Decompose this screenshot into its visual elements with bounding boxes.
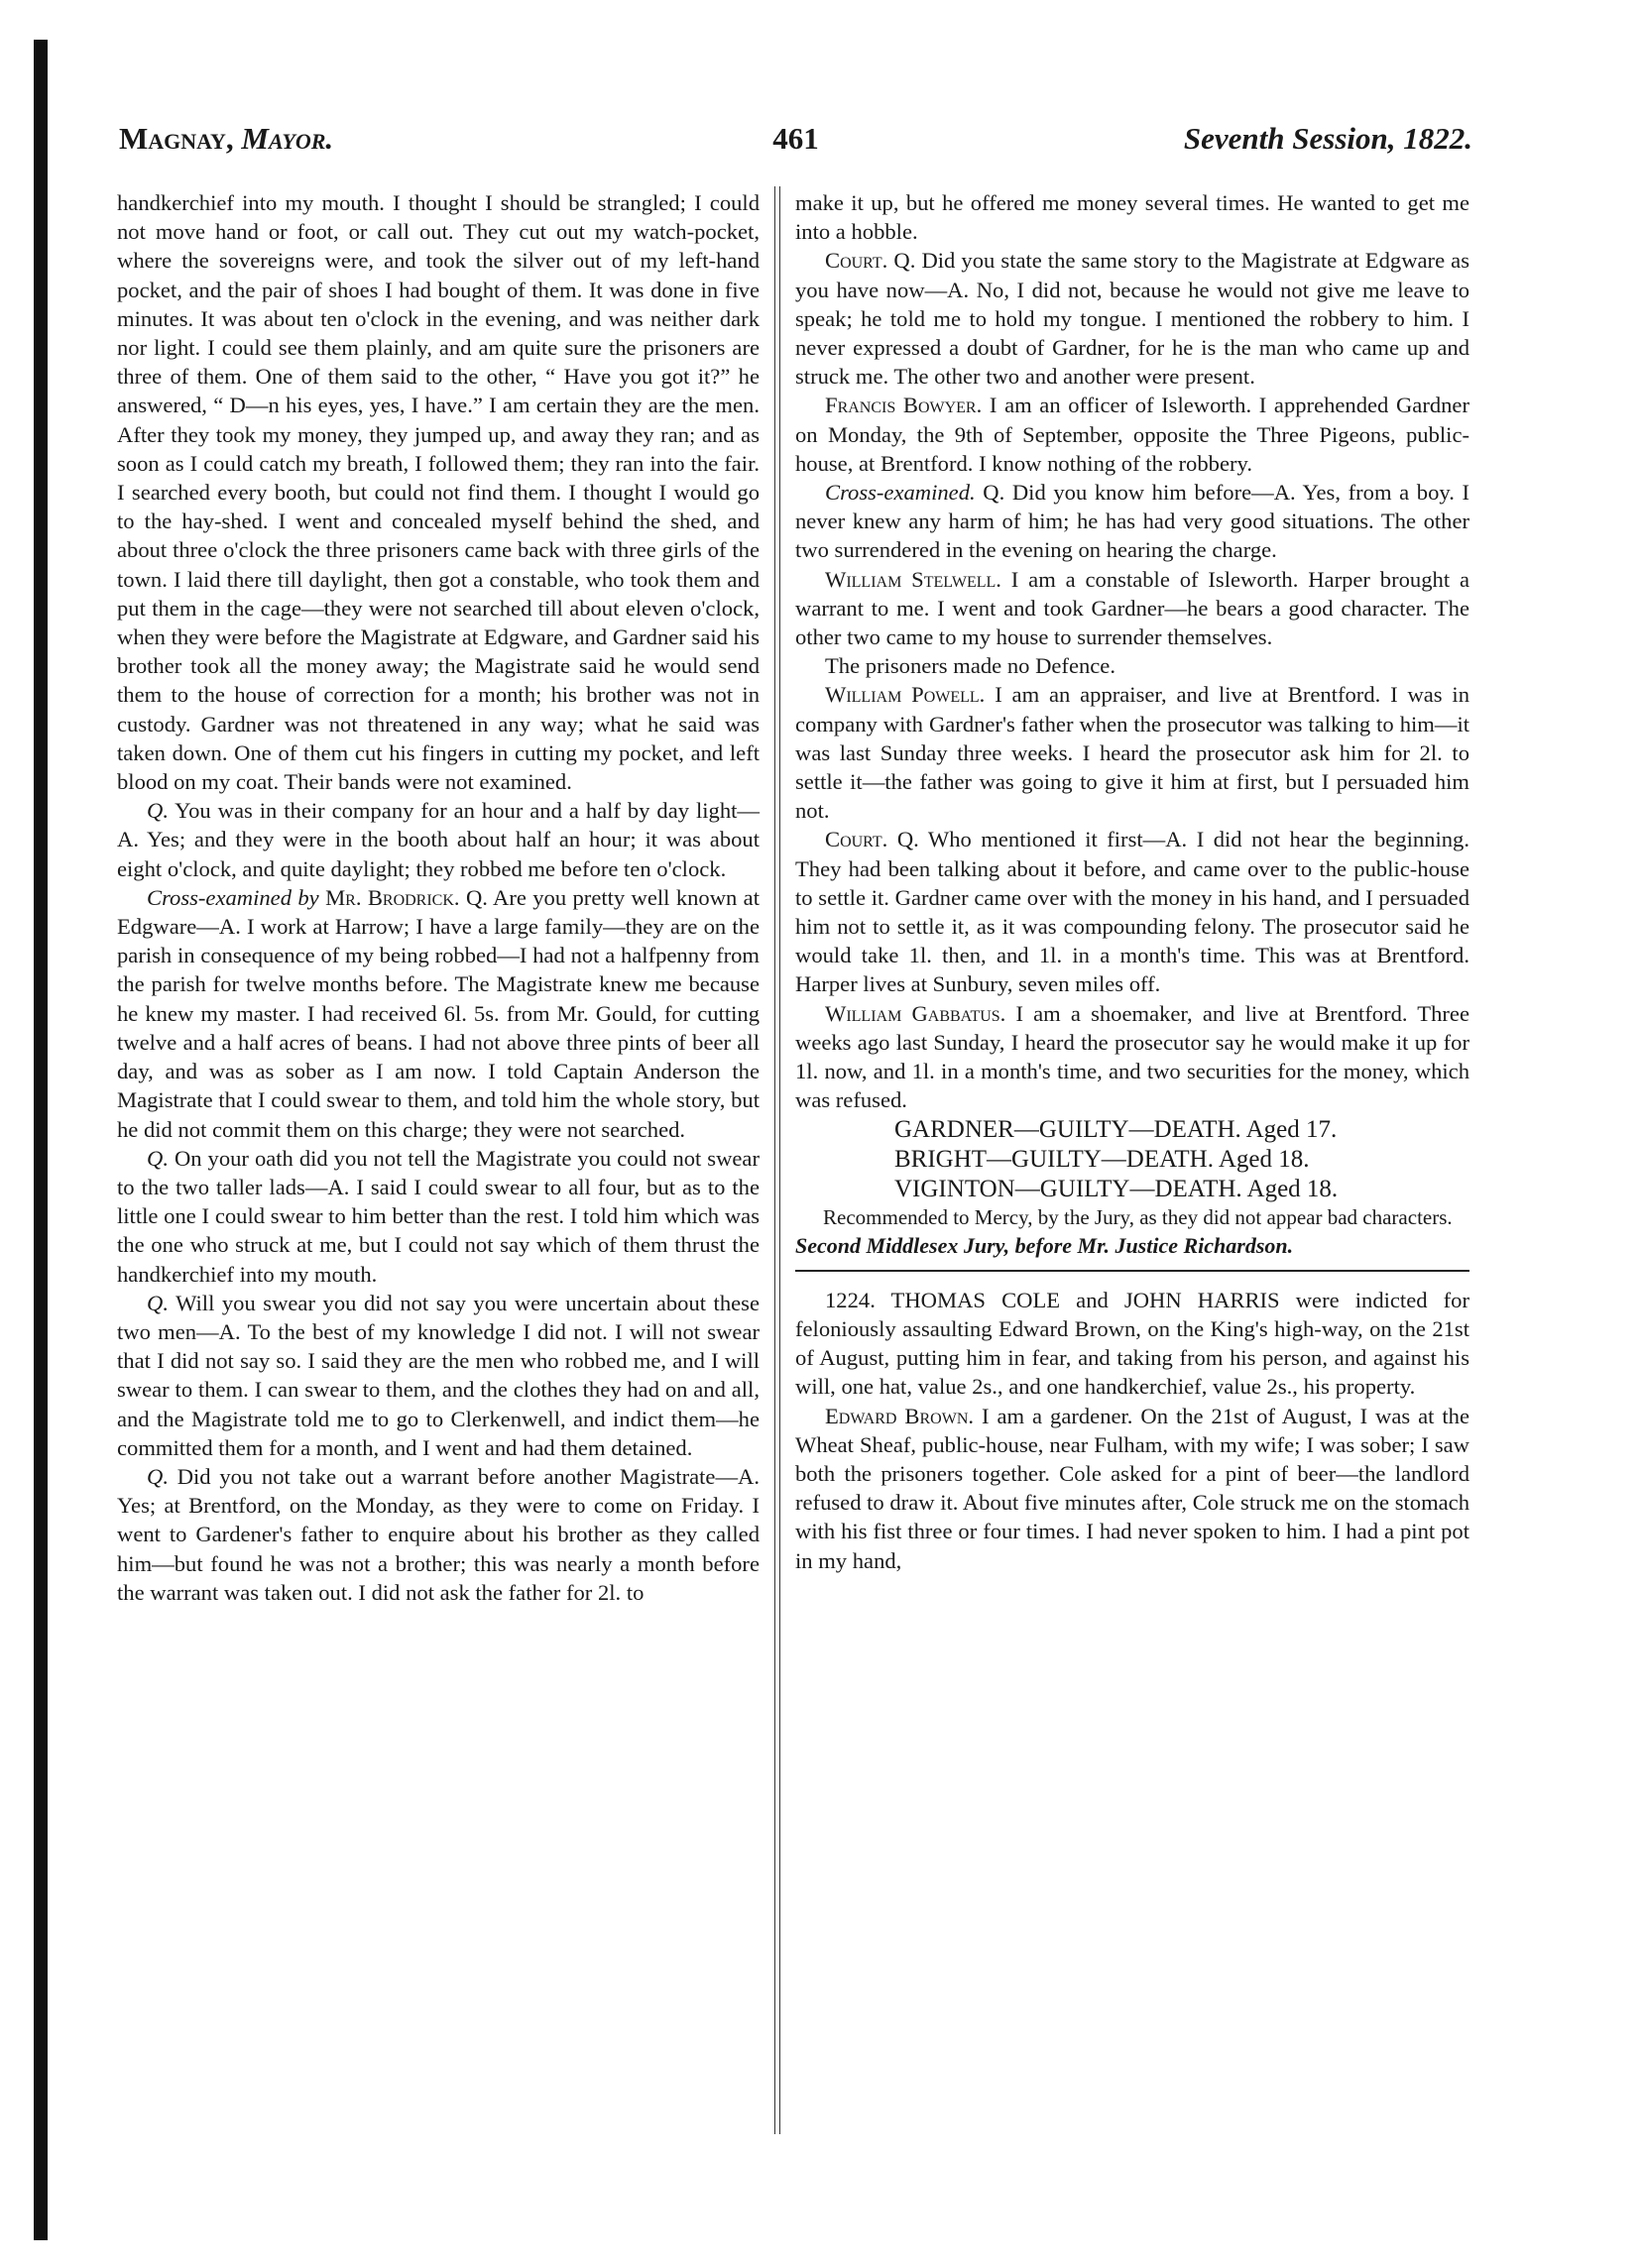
question-mark-label: Q. [147, 798, 169, 824]
speaker-edward-brown: Edward Brown. [825, 1403, 975, 1428]
right-paragraph-3-text: I am an officer of Isleworth. I apprehended Gardner on Monday, the 9th of September, opposite the Three Pigeons, public-house, at Brentford. I know nothing of the robbery. [795, 393, 1469, 476]
right-paragraph-10-text: I am a gardener. On the 21st of August, I was at the Wheat Sheaf, public-house, near Fulham, with my wife; I was sober; I saw both the prisoners together. Cole asked for a pint of beer—the landlord refused to draw it. About five minutes after, Cole struck me on the stomach with his fist three or four times. I had never spoken to him. I had a pint pot in my hand, [795, 1403, 1470, 1573]
question-mark-label: Q. [147, 1463, 169, 1489]
verdict-bright: BRIGHT—GUILTY—DEATH. Aged 18. [894, 1145, 1310, 1173]
page-number: 461 [772, 121, 819, 156]
page-header [119, 121, 1472, 170]
right-paragraph-4 [795, 478, 1469, 565]
left-paragraph-4-text: On your oath did you not tell the Magistrate you could not swear to the two taller lads—A. I said I could swear to all four, but as to the little one I could swear to him better than the rest. I told him which was the one who struck at me, but I could not say which of them thrust the handkerchief into my mouth. [117, 1145, 760, 1287]
left-paragraph-3-text: Q. Are you pretty well known at Edgware—A. I work at Harrow; I have a large family—they are on the parish in consequence of my being robbed—I had not a halfpenny from the parish for twelve months before. The Magistrate knew me because he knew my master. I had received 6l. 5s. from Mr. Gould, for cutting twelve and a half acres of beans. I had not above three pints of beer all day, and was as sober as I am now. I told Captain Anderson the Magistrate that I could swear to them, and told him the whole story, but he did not commit them on this charge; they were not searched. [117, 884, 760, 1142]
right-paragraph-7-text: I am an appraiser, and live at Brentford. I was in company with Gardner's father when the prosecutor was talking to him—it was last Sunday three weeks. I heard the prosecutor ask him for 2l. to settle it—the father was going to give it him at first, but I persuaded him not. [795, 682, 1470, 824]
case-1224-indictment: 1224. THOMAS COLE and JOHN HARRIS were indicted for feloniously assaulting Edward Brown, on the King's high-way, on the 21st of August, putting him in fear, and taking from his person, and against his will, one hat, value 2s., and one handkerchief, value 2s., his property. [795, 1287, 1469, 1400]
left-column [117, 188, 760, 1607]
left-paragraph-1: handkerchief into my mouth. I thought I should be strangled; I could not move hand or foot, or call out. They cut out my watch-pocket, where the sovereigns were, and took the silver out of my left-hand pocket, and the pair of shoes I had bought of them. It was done in five minutes. It was about ten o'clock in the evening, and was neither dark nor light. I could see them plainly, and am quite sure the prisoners are three of them. One of them said to the other, “ Have you got it?” he answered, “ D—n his eyes, yes, I have.” I am certain they are the men. After they took my money, they jumped up, and away they ran; and as soon as I could catch my breath, I followed them; they ran into the fair. I searched every booth, but could not find them. I thought I would go to the hay-shed. I went and concealed myself behind the shed, and about three o'clock the three prisoners came back with three girls of the town. I laid there till daylight, then got a constable, who took them and put them in the cage—they were not searched till about eleven o'clock, when they were before the Magistrate at Edgware, and Gardner said his brother took all the money away; the Magistrate said he would send them to the house of correction for a month; his brother was not in custody. Gardner was not threatened in any way; what he said was taken down. One of them cut his fingers in cutting my pocket, and left blood on my coat. Their bands were not examined. [117, 190, 760, 795]
speaker-court: Court. [825, 827, 888, 852]
mercy-recommendation: Recommended to Mercy, by the Jury, as they did not appear bad characters. [823, 1204, 1453, 1229]
verdict-gardner: GARDNER—GUILTY—DEATH. Aged 17. [894, 1115, 1338, 1143]
column-divider [774, 186, 780, 2134]
verdict-viginton: VIGINTON—GUILTY—DEATH. Aged 18. [894, 1175, 1339, 1202]
question-mark-label: Q. [147, 1145, 169, 1171]
left-paragraph-5 [117, 1289, 760, 1462]
left-paragraph-4 [117, 1144, 760, 1289]
right-column [795, 188, 1469, 1575]
right-paragraph-2 [795, 246, 1469, 391]
left-paragraph-5-text: Will you swear you did not say you were uncertain about these two men—A. To the best of my knowledge I did not. I will not swear that I did not say so. I said they are the men who robbed me, and I will swear to them. I can swear to them, and the clothes they had on and all, and the Magistrate told me to go to Clerkenwell, and indict them—he committed them for a month, and I went and had them detained. [117, 1290, 760, 1460]
jury-line: Second Middlesex Jury, before Mr. Justice Richardson. [795, 1232, 1294, 1258]
header-mayor-title: Mayor. [241, 121, 334, 156]
speaker-francis-bowyer: Francis Bowyer. [825, 393, 983, 418]
right-paragraph-6: The prisoners made no Defence. [825, 653, 1115, 679]
counsel-name: Mr. Brodrick. [325, 884, 460, 910]
header-mayor-name: Magnay, [119, 121, 234, 156]
speaker-william-stelwell: William Stelwell. [825, 566, 1001, 592]
cross-examined-label: Cross-examined by [147, 884, 319, 910]
cross-examined-label: Cross-examined. [825, 480, 976, 506]
right-paragraph-5-text: I am a constable of Isleworth. Harper brought a warrant to me. I went and took Gardner—he bears a good character. The other two came to my house to surrender themselves. [795, 566, 1469, 650]
right-paragraph-5 [795, 565, 1469, 652]
left-paragraph-6-text: Did you not take out a warrant before another Magistrate—A. Yes; at Brentford, on the Monday, as they were to come on Friday. I went to Gardener's father to enquire about his brother as they called him—but found he was not a brother; this was nearly a month before the warrant was taken out. I did not ask the father for 2l. to [117, 1463, 761, 1605]
right-paragraph-8-text: Q. Who mentioned it first—A. I did not hear the beginning. They had been talking about it before, and came over to the public-house to settle it. Gardner came over with the money in his hand, and I persuaded him not to settle it, as it was compounding felony. The prosecutor said he would take 1l. then, and 1l. in a month's time. This was at Brentford. Harper lives at Sunbury, seven miles off. [795, 827, 1469, 997]
speaker-william-gabbatus: William Gabbatus. [825, 1000, 1006, 1026]
left-paragraph-2-text: You was in their company for an hour and a half by day light—A. Yes; and they were in the booth about half an hour; it was about eight o'clock, and quite daylight; they robbed me before ten o'clock. [117, 798, 761, 881]
right-paragraph-2-text: Q. Did you state the same story to the Magistrate at Edgware as you have now—A. No, I did not, because he would not give me leave to speak; he told me to hold my tongue. I mentioned the robbery to him. I never expressed a doubt of Gardner, for he is the man who came up and struck me. The other two and another were present. [795, 248, 1469, 390]
left-paragraph-6 [117, 1462, 760, 1607]
question-mark-label: Q. [147, 1290, 169, 1315]
right-paragraph-10 [795, 1402, 1469, 1575]
scan-edge-shadow [34, 40, 48, 2240]
header-session: Seventh Session, 1822. [1183, 121, 1472, 156]
right-paragraph-9 [795, 999, 1469, 1115]
right-paragraph-9-text: I am a shoemaker, and live at Brentford. Three weeks ago last Sunday, I heard the prosecutor say he would make it up for 1l. now, and 1l. in a month's time, and two securities for the money, which was refused. [795, 1000, 1469, 1113]
right-paragraph-3 [795, 391, 1469, 478]
speaker-william-powell: William Powell. [825, 682, 986, 708]
case-separator-rule [795, 1270, 1469, 1272]
right-paragraph-8 [795, 825, 1469, 998]
right-paragraph-4-text: Q. Did you know him before—A. Yes, from a boy. I never knew any harm of him; he has had very good situations. The other two surrendered in the evening on hearing the charge. [795, 480, 1469, 563]
right-paragraph-7 [795, 680, 1469, 825]
speaker-court: Court. [825, 248, 888, 274]
right-paragraph-1: make it up, but he offered me money several times. He wanted to get me into a hobble. [795, 190, 1469, 245]
left-paragraph-3 [117, 883, 760, 1144]
left-paragraph-2 [117, 796, 760, 883]
